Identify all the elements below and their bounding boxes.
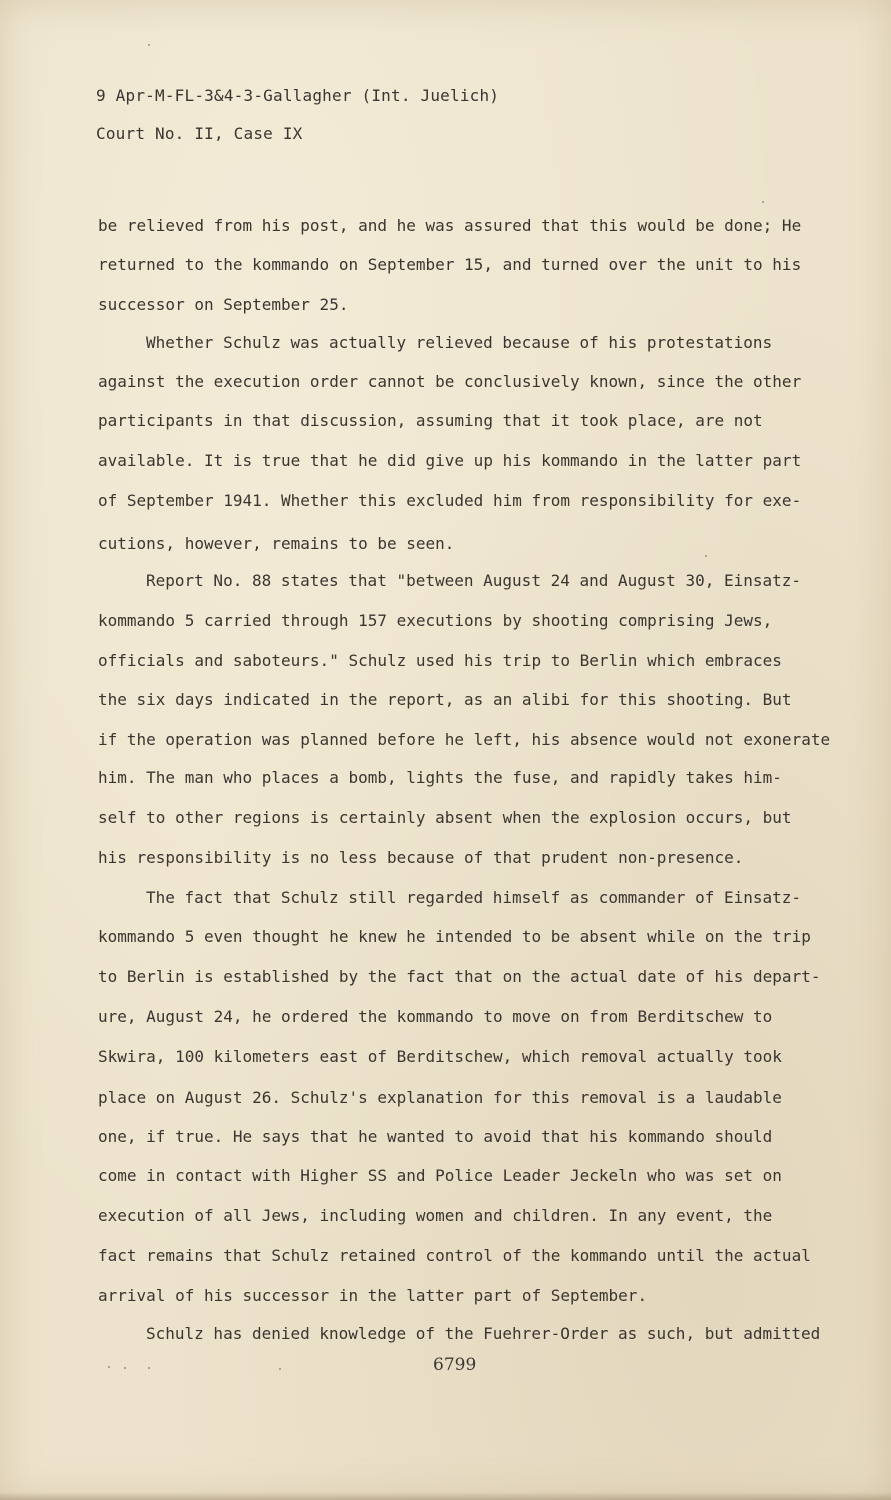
text-line: kommando 5 even thought he knew he intended to be absent while on the trip (98, 927, 811, 946)
paper-speck (705, 555, 707, 557)
paragraph-start-line: Schulz has denied knowledge of the Fuehrer-Order as such, but admitted (146, 1324, 821, 1343)
text-line: execution of all Jews, including women and children. In any event, the (98, 1206, 773, 1225)
paper-speck (762, 201, 764, 203)
text-line: officials and saboteurs." Schulz used his trip to Berlin which embraces (98, 651, 782, 670)
paragraph-start-line: The fact that Schulz still regarded himself as commander of Einsatz- (146, 888, 802, 907)
text-line: place on August 26. Schulz's explanation for this removal is a laudable (98, 1088, 782, 1107)
text-line: his responsibility is no less because of that prudent non-presence. (98, 848, 744, 867)
text-line: Skwira, 100 kilometers east of Berditschew, which removal actually took (98, 1047, 782, 1066)
text-line: him. The man who places a bomb, lights the fuse, and rapidly takes him- (98, 768, 782, 787)
text-line: the six days indicated in the report, as an alibi for this shooting. But (98, 690, 792, 709)
paper-speck (124, 1367, 126, 1369)
text-line: be relieved from his post, and he was assured that this would be done; He (98, 216, 802, 235)
paragraph-start-line: Whether Schulz was actually relieved because of his protestations (146, 333, 773, 352)
text-line: cutions, however, remains to be seen. (98, 534, 455, 553)
text-line: available. It is true that he did give up his kommando in the latter part (98, 451, 802, 470)
text-line: self to other regions is certainly absent when the explosion occurs, but (98, 808, 792, 827)
paper-speck (108, 1366, 110, 1368)
text-line: come in contact with Higher SS and Police Leader Jeckeln who was set on (98, 1166, 782, 1185)
paper-speck (279, 1368, 281, 1370)
paper-speck (148, 44, 150, 46)
text-line: ure, August 24, he ordered the kommando to move on from Berditschew to (98, 1007, 773, 1026)
text-line: against the execution order cannot be conclusively known, since the other (98, 372, 802, 391)
paper-speck (148, 1367, 150, 1369)
paragraph-start-line: Report No. 88 states that "between August 24 and August 30, Einsatz- (146, 571, 802, 590)
text-line: returned to the kommando on September 15, and turned over the unit to his (98, 255, 802, 274)
text-line: participants in that discussion, assuming that it took place, are not (98, 411, 763, 430)
text-line: kommando 5 carried through 157 executions by shooting comprising Jews, (98, 611, 773, 630)
text-line: fact remains that Schulz retained control of the kommando until the actual (98, 1246, 811, 1265)
text-line: one, if true. He says that he wanted to avoid that his kommando should (98, 1127, 773, 1146)
page-number: 6799 (433, 1355, 477, 1375)
text-line: to Berlin is established by the fact that on the actual date of his depart- (98, 967, 821, 986)
text-line: arrival of his successor in the latter part of September. (98, 1286, 648, 1305)
page-edge-shadow (0, 1492, 891, 1500)
court-case-line: Court No. II, Case IX (96, 124, 303, 143)
text-line: successor on September 25. (98, 295, 349, 314)
document-reference: 9 Apr-M-FL-3&4-3-Gallagher (Int. Juelich) (96, 86, 500, 105)
text-line: of September 1941. Whether this excluded him from responsibility for exe- (98, 491, 802, 510)
text-line: if the operation was planned before he left, his absence would not exonerate (98, 730, 831, 749)
